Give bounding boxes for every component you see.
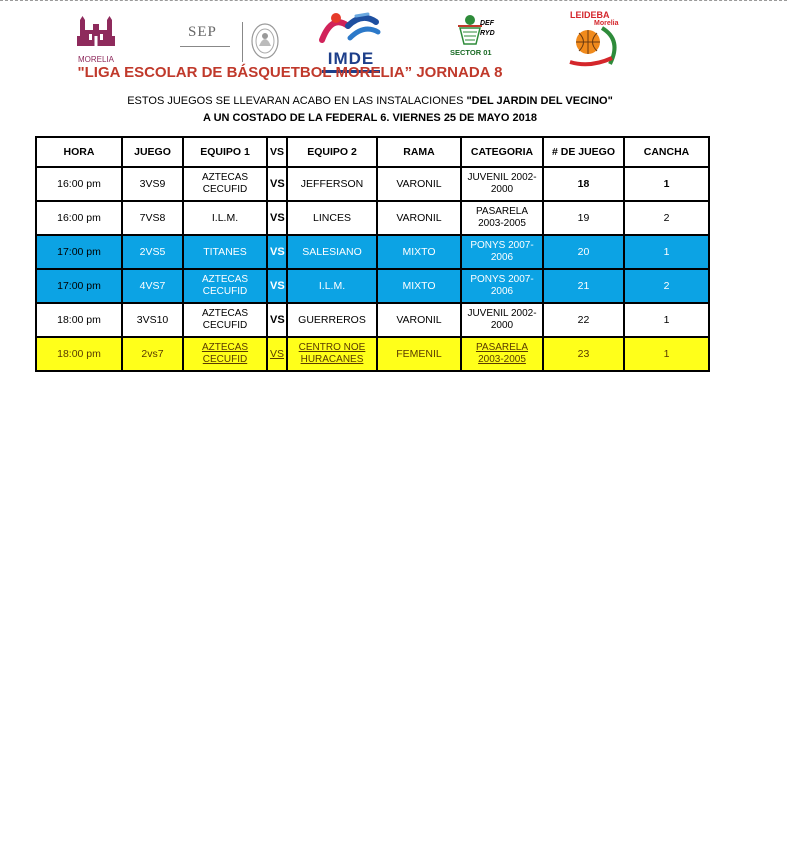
cell-rama: VARONIL bbox=[377, 303, 461, 337]
cell-juego: 4VS7 bbox=[122, 269, 183, 303]
cell-rama: VARONIL bbox=[377, 167, 461, 201]
cell-juego: 2VS5 bbox=[122, 235, 183, 269]
cell-equipo1: AZTECAS CECUFID bbox=[183, 337, 267, 371]
subtitle-date: A UN COSTADO DE LA FEDERAL 6. VIERNES 25 DE MAYO 2018 bbox=[203, 112, 537, 124]
cell-categoria: PONYS 2007-2006 bbox=[461, 235, 543, 269]
col-header-num-juego: # DE JUEGO bbox=[543, 137, 624, 167]
cell-hora: 17:00 pm bbox=[36, 235, 122, 269]
mexico-shield-icon bbox=[250, 22, 280, 60]
leideba-logo-sub: Morelia bbox=[594, 20, 619, 27]
imde-figures-icon bbox=[318, 10, 382, 46]
cell-num-juego: 21 bbox=[543, 269, 624, 303]
cell-equipo1: AZTECAS CECUFID bbox=[183, 167, 267, 201]
page-title: "LIGA ESCOLAR DE BÁSQUETBOL MORELIA” JORNADA 8 bbox=[77, 64, 503, 81]
cell-equipo1: I.L.M. bbox=[183, 201, 267, 235]
cell-categoria: JUVENIL 2002-2000 bbox=[461, 167, 543, 201]
cell-vs: VS bbox=[267, 201, 287, 235]
col-header-cancha: CANCHA bbox=[624, 137, 709, 167]
cell-juego: 7VS8 bbox=[122, 201, 183, 235]
subtitle-venue bbox=[0, 95, 740, 107]
sep-divider bbox=[180, 46, 230, 47]
cell-equipo2: GUERREROS bbox=[287, 303, 377, 337]
cell-vs: VS bbox=[267, 303, 287, 337]
cell-equipo1: AZTECAS CECUFID bbox=[183, 269, 267, 303]
cell-categoria: PONYS 2007-2006 bbox=[461, 269, 543, 303]
cell-juego: 3VS10 bbox=[122, 303, 183, 337]
cell-cancha: 2 bbox=[624, 201, 709, 235]
imde-logo-label: IMDE bbox=[327, 49, 375, 68]
cell-equipo2: CENTRO NOE HURACANES bbox=[287, 337, 377, 371]
sep-logo-label: SEP bbox=[188, 24, 217, 40]
table-row bbox=[36, 201, 709, 235]
subtitle-venue-name: "DEL JARDIN DEL VECINO" bbox=[466, 95, 613, 107]
cell-rama: MIXTO bbox=[377, 235, 461, 269]
cell-cancha: 1 bbox=[624, 337, 709, 371]
cell-num-juego: 22 bbox=[543, 303, 624, 337]
morelia-cathedral-icon bbox=[68, 16, 124, 50]
defryd-top-label: DEF bbox=[480, 20, 494, 27]
sep-logo bbox=[176, 20, 286, 66]
cell-cancha: 1 bbox=[624, 235, 709, 269]
table-row bbox=[36, 303, 709, 337]
cell-hora: 18:00 pm bbox=[36, 303, 122, 337]
cell-vs: VS bbox=[267, 167, 287, 201]
cell-num-juego: 19 bbox=[543, 201, 624, 235]
table-row bbox=[36, 235, 709, 269]
col-header-rama: RAMA bbox=[377, 137, 461, 167]
cell-equipo2: LINCES bbox=[287, 201, 377, 235]
cell-hora: 18:00 pm bbox=[36, 337, 122, 371]
cell-cancha: 2 bbox=[624, 269, 709, 303]
col-header-juego: JUEGO bbox=[122, 137, 183, 167]
col-header-equipo1: EQUIPO 1 bbox=[183, 137, 267, 167]
top-border-line bbox=[0, 0, 787, 1]
cell-equipo2: JEFFERSON bbox=[287, 167, 377, 201]
cell-equipo1: AZTECAS CECUFID bbox=[183, 303, 267, 337]
defryd-bottom-label: RYD bbox=[480, 30, 495, 37]
cell-hora: 17:00 pm bbox=[36, 269, 122, 303]
cell-categoria: JUVENIL 2002-2000 bbox=[461, 303, 543, 337]
col-header-vs: VS bbox=[267, 137, 287, 167]
cell-hora: 16:00 pm bbox=[36, 167, 122, 201]
cell-equipo2: I.L.M. bbox=[287, 269, 377, 303]
cell-equipo2: SALESIANO bbox=[287, 235, 377, 269]
cell-num-juego: 18 bbox=[543, 167, 624, 201]
leideba-logo-label: LEIDEBA bbox=[570, 10, 610, 20]
col-header-equipo2: EQUIPO 2 bbox=[287, 137, 377, 167]
sep-vertical-divider bbox=[242, 22, 243, 62]
cell-rama: FEMENIL bbox=[377, 337, 461, 371]
schedule-table bbox=[35, 136, 710, 372]
cell-hora: 16:00 pm bbox=[36, 201, 122, 235]
table-header-row bbox=[36, 137, 709, 167]
defryd-logo bbox=[450, 14, 506, 62]
cell-categoria: PASARELA 2003-2005 bbox=[461, 337, 543, 371]
cell-categoria: PASARELA 2003-2005 bbox=[461, 201, 543, 235]
table-row bbox=[36, 167, 709, 201]
defryd-sector-label: SECTOR 01 bbox=[450, 48, 492, 57]
morelia-logo bbox=[68, 16, 124, 64]
cell-vs: VS bbox=[267, 337, 287, 371]
table-row bbox=[36, 269, 709, 303]
cell-num-juego: 23 bbox=[543, 337, 624, 371]
table-row bbox=[36, 337, 709, 371]
morelia-logo-label: MORELIA bbox=[77, 55, 114, 64]
col-header-categoria: CATEGORIA bbox=[461, 137, 543, 167]
cell-vs: VS bbox=[267, 235, 287, 269]
cell-cancha: 1 bbox=[624, 303, 709, 337]
cell-cancha: 1 bbox=[624, 167, 709, 201]
cell-rama: VARONIL bbox=[377, 201, 461, 235]
cell-rama: MIXTO bbox=[377, 269, 461, 303]
logo-bar bbox=[0, 8, 787, 72]
cell-equipo1: TITANES bbox=[183, 235, 267, 269]
cell-num-juego: 20 bbox=[543, 235, 624, 269]
imde-logo bbox=[318, 10, 384, 68]
cell-juego: 3VS9 bbox=[122, 167, 183, 201]
subtitle-venue-text: ESTOS JUEGOS SE LLEVARAN ACABO EN LAS INSTALACIONES bbox=[127, 95, 467, 107]
cell-vs: VS bbox=[267, 269, 287, 303]
cell-juego: 2vs7 bbox=[122, 337, 183, 371]
col-header-hora: HORA bbox=[36, 137, 122, 167]
